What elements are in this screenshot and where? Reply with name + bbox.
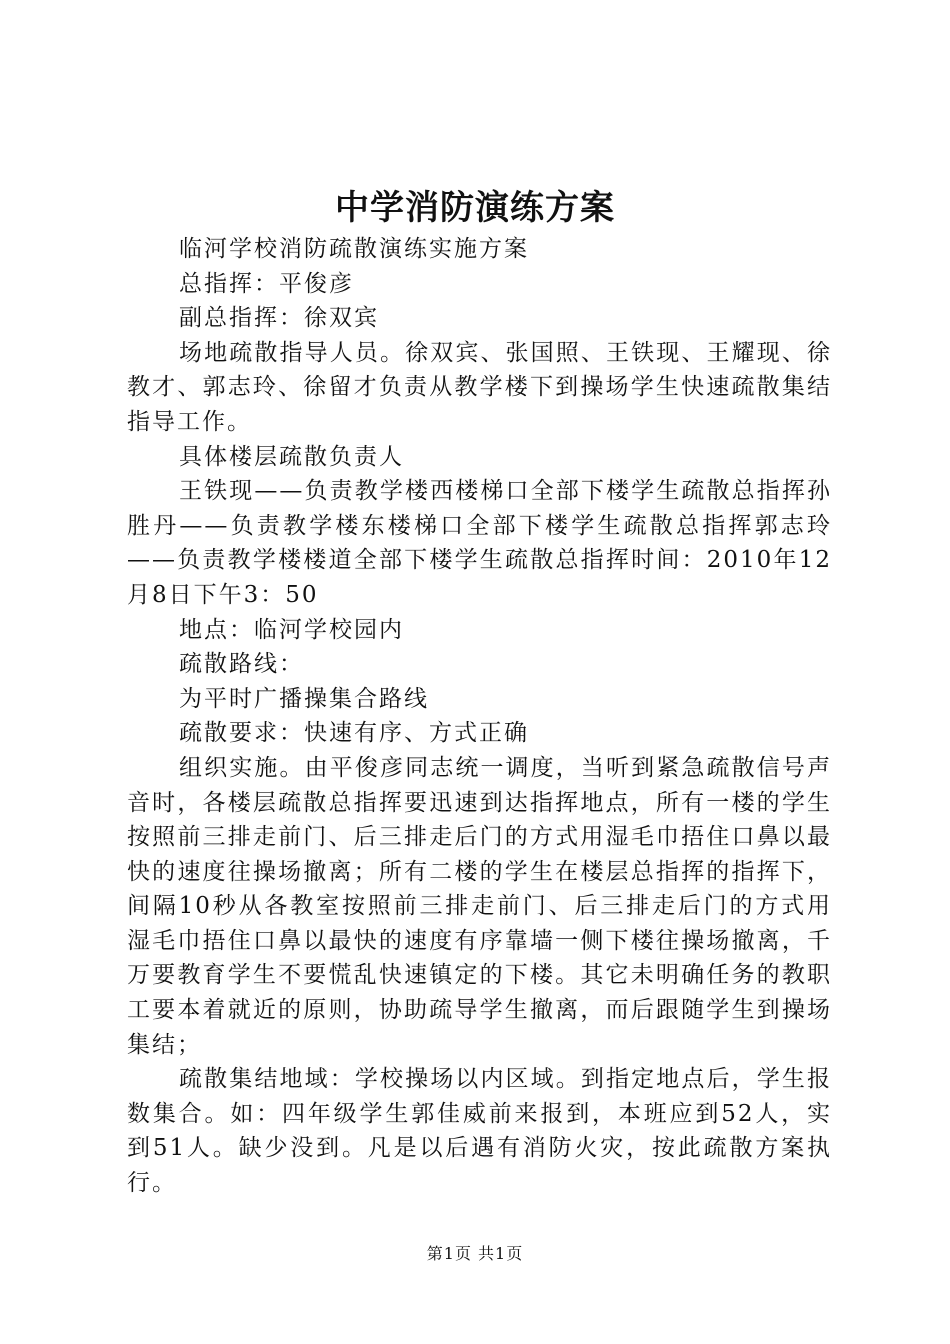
paragraph-deputy-commander: 副总指挥：徐双宾: [179, 305, 379, 332]
document-body: [127, 232, 832, 1201]
paragraph-commander: 总指挥：平俊彦: [179, 270, 354, 297]
paragraph-floor-leads: 王铁现——负责教学楼西楼梯口全部下楼学生疏散总指挥孙胜丹——负责教学楼东楼梯口全部下楼学生疏散总指挥郭志玲——负责教学楼楼道全部下楼学生疏散总指挥时间：2010年12月8日下午3：50: [127, 478, 832, 608]
paragraph-requirements: 疏散要求：快速有序、方式正确: [179, 720, 529, 747]
page-number-footer: 第1页 共1页: [426, 1244, 524, 1263]
paragraph-plan-name: 临河学校消防疏散演练实施方案: [179, 236, 529, 262]
paragraph-site-guides: 场地疏散指导人员。徐双宾、张国照、王铁现、王耀现、徐教才、郭志玲、徐留才负责从教学楼下到操场学生快速疏散集结指导工作。: [127, 339, 832, 435]
paragraph-implementation: 组织实施。由平俊彦同志统一调度，当听到紧急疏散信号声音时，各楼层疏散总指挥要迅速到达指挥地点，所有一楼的学生按照前三排走前门、后三排走后门的方式用湿毛巾捂住口鼻以最快的速度往操场撤离；所有二楼的学生在楼层总指挥的指挥下，间隔10秒从各教室按照前三排走前门、后三排走后门的方式用湿毛巾捂住口鼻以最快的速度有序靠墙一侧下楼往操场撤离，千万要教育学生不要慌乱快速镇定的下楼。其它未明确任务的教职工要本着就近的原则，协助疏导学生撤离，而后跟随学生到操场集结；: [127, 754, 832, 1058]
document-title: 中学消防演练方案: [335, 188, 615, 228]
paragraph-assembly-area: 疏散集结地域：学校操场以内区域。到指定地点后，学生报数集合。如：四年级学生郭佳威前来报到，本班应到52人，实到51人。缺少没到。凡是以后遇有消防火灾，按此疏散方案执行。: [127, 1066, 832, 1197]
paragraph-route: 为平时广播操集合路线: [179, 685, 429, 712]
paragraph-floor-leads-heading: 具体楼层疏散负责人: [179, 443, 404, 470]
paragraph-route-heading: 疏散路线：: [179, 651, 304, 678]
paragraph-location: 地点：临河学校园内: [179, 616, 404, 643]
